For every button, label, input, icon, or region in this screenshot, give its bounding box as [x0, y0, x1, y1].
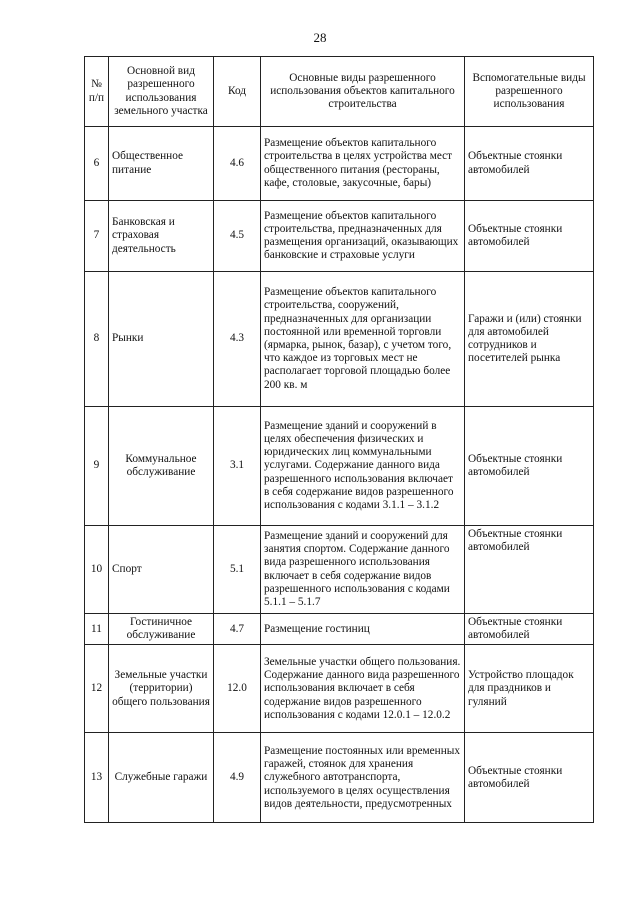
row-main: Размещение объектов капитального строительства, предназначенных для размещения организаций, оказывающих банковские и страховые услуги: [261, 201, 465, 272]
row-main: Земельные участки общего пользования. Содержание данного вида разрешенного использования включает в себя содержание видов разрешенного использования с кодами 12.0.1 – 12.0.2: [261, 645, 465, 733]
table-row: [85, 733, 594, 823]
row-main: Размещение объектов капитального строительства, сооружений, предназначенных для организации постоянной или временной торговли (ярмарка, рынок, базар), с учетом того, что каждое из торговых мест не располагает торговой площадью более 200 кв. м: [261, 272, 465, 407]
row-code: 12.0: [214, 645, 261, 733]
table-row: [85, 526, 594, 614]
row-code: 4.6: [214, 127, 261, 201]
row-type: Банковская и страховая деятельность: [109, 201, 214, 272]
table-row: [85, 645, 594, 733]
header-num: № п/п: [85, 57, 109, 127]
row-type: Гостиничное обслуживание: [109, 614, 214, 645]
table-row: [85, 272, 594, 407]
row-num: 7: [85, 201, 109, 272]
row-main: Размещение объектов капитального строительства в целях устройства мест общественного питания (рестораны, кафе, столовые, закусочные, бары): [261, 127, 465, 201]
row-code: 3.1: [214, 407, 261, 526]
row-num: 10: [85, 526, 109, 614]
header-code: Код: [214, 57, 261, 127]
table-row: [85, 614, 594, 645]
row-main: Размещение зданий и сооружений в целях обеспечения физических и юридических лиц коммунальными услугами. Содержание данного вида разрешенного использования включает в себя содержание видов разрешенного использования с кодами 3.1.1 – 3.1.2: [261, 407, 465, 526]
table-header-row: [85, 57, 594, 127]
row-main: Размещение гостиниц: [261, 614, 465, 645]
row-num: 13: [85, 733, 109, 823]
table-row: [85, 201, 594, 272]
row-code: 4.7: [214, 614, 261, 645]
row-aux: Объектные стоянки автомобилей: [465, 201, 594, 272]
row-aux: Объектные стоянки автомобилей: [465, 526, 594, 614]
row-main: Размещение зданий и сооружений для занятия спортом. Содержание данного вида разрешенного использования включает в себя содержание видов разрешенного использования с кодами 5.1.1 – 5.1.7: [261, 526, 465, 614]
row-type: Рынки: [109, 272, 214, 407]
row-type: Общественное питание: [109, 127, 214, 201]
table-row: [85, 407, 594, 526]
row-code: 4.3: [214, 272, 261, 407]
row-type: Коммунальное обслуживание: [109, 407, 214, 526]
row-type: Земельные участки (территории) общего пользования: [109, 645, 214, 733]
header-main: Основные виды разрешенного использования объектов капитального строительства: [261, 57, 465, 127]
row-type: Спорт: [109, 526, 214, 614]
row-num: 6: [85, 127, 109, 201]
row-aux: Объектные стоянки автомобилей: [465, 614, 594, 645]
row-code: 4.5: [214, 201, 261, 272]
land-use-table: [84, 56, 594, 823]
row-aux: Устройство площадок для праздников и гуляний: [465, 645, 594, 733]
row-num: 12: [85, 645, 109, 733]
header-type: Основной вид разрешенного использования земельного участка: [109, 57, 214, 127]
row-code: 5.1: [214, 526, 261, 614]
row-aux: Объектные стоянки автомобилей: [465, 733, 594, 823]
row-num: 8: [85, 272, 109, 407]
header-aux: Вспомогательные виды разрешенного использования: [465, 57, 594, 127]
page-number: 28: [313, 30, 327, 45]
row-type: Служебные гаражи: [109, 733, 214, 823]
row-num: 11: [85, 614, 109, 645]
table-row: [85, 127, 594, 201]
row-aux: Гаражи и (или) стоянки для автомобилей сотрудников и посетителей рынка: [465, 272, 594, 407]
row-aux: Объектные стоянки автомобилей: [465, 127, 594, 201]
row-main: Размещение постоянных или временных гаражей, стоянок для хранения служебного автотранспорта, используемого в целях осуществления видов деятельности, предусмотренных: [261, 733, 465, 823]
row-aux: Объектные стоянки автомобилей: [465, 407, 594, 526]
row-num: 9: [85, 407, 109, 526]
row-code: 4.9: [214, 733, 261, 823]
